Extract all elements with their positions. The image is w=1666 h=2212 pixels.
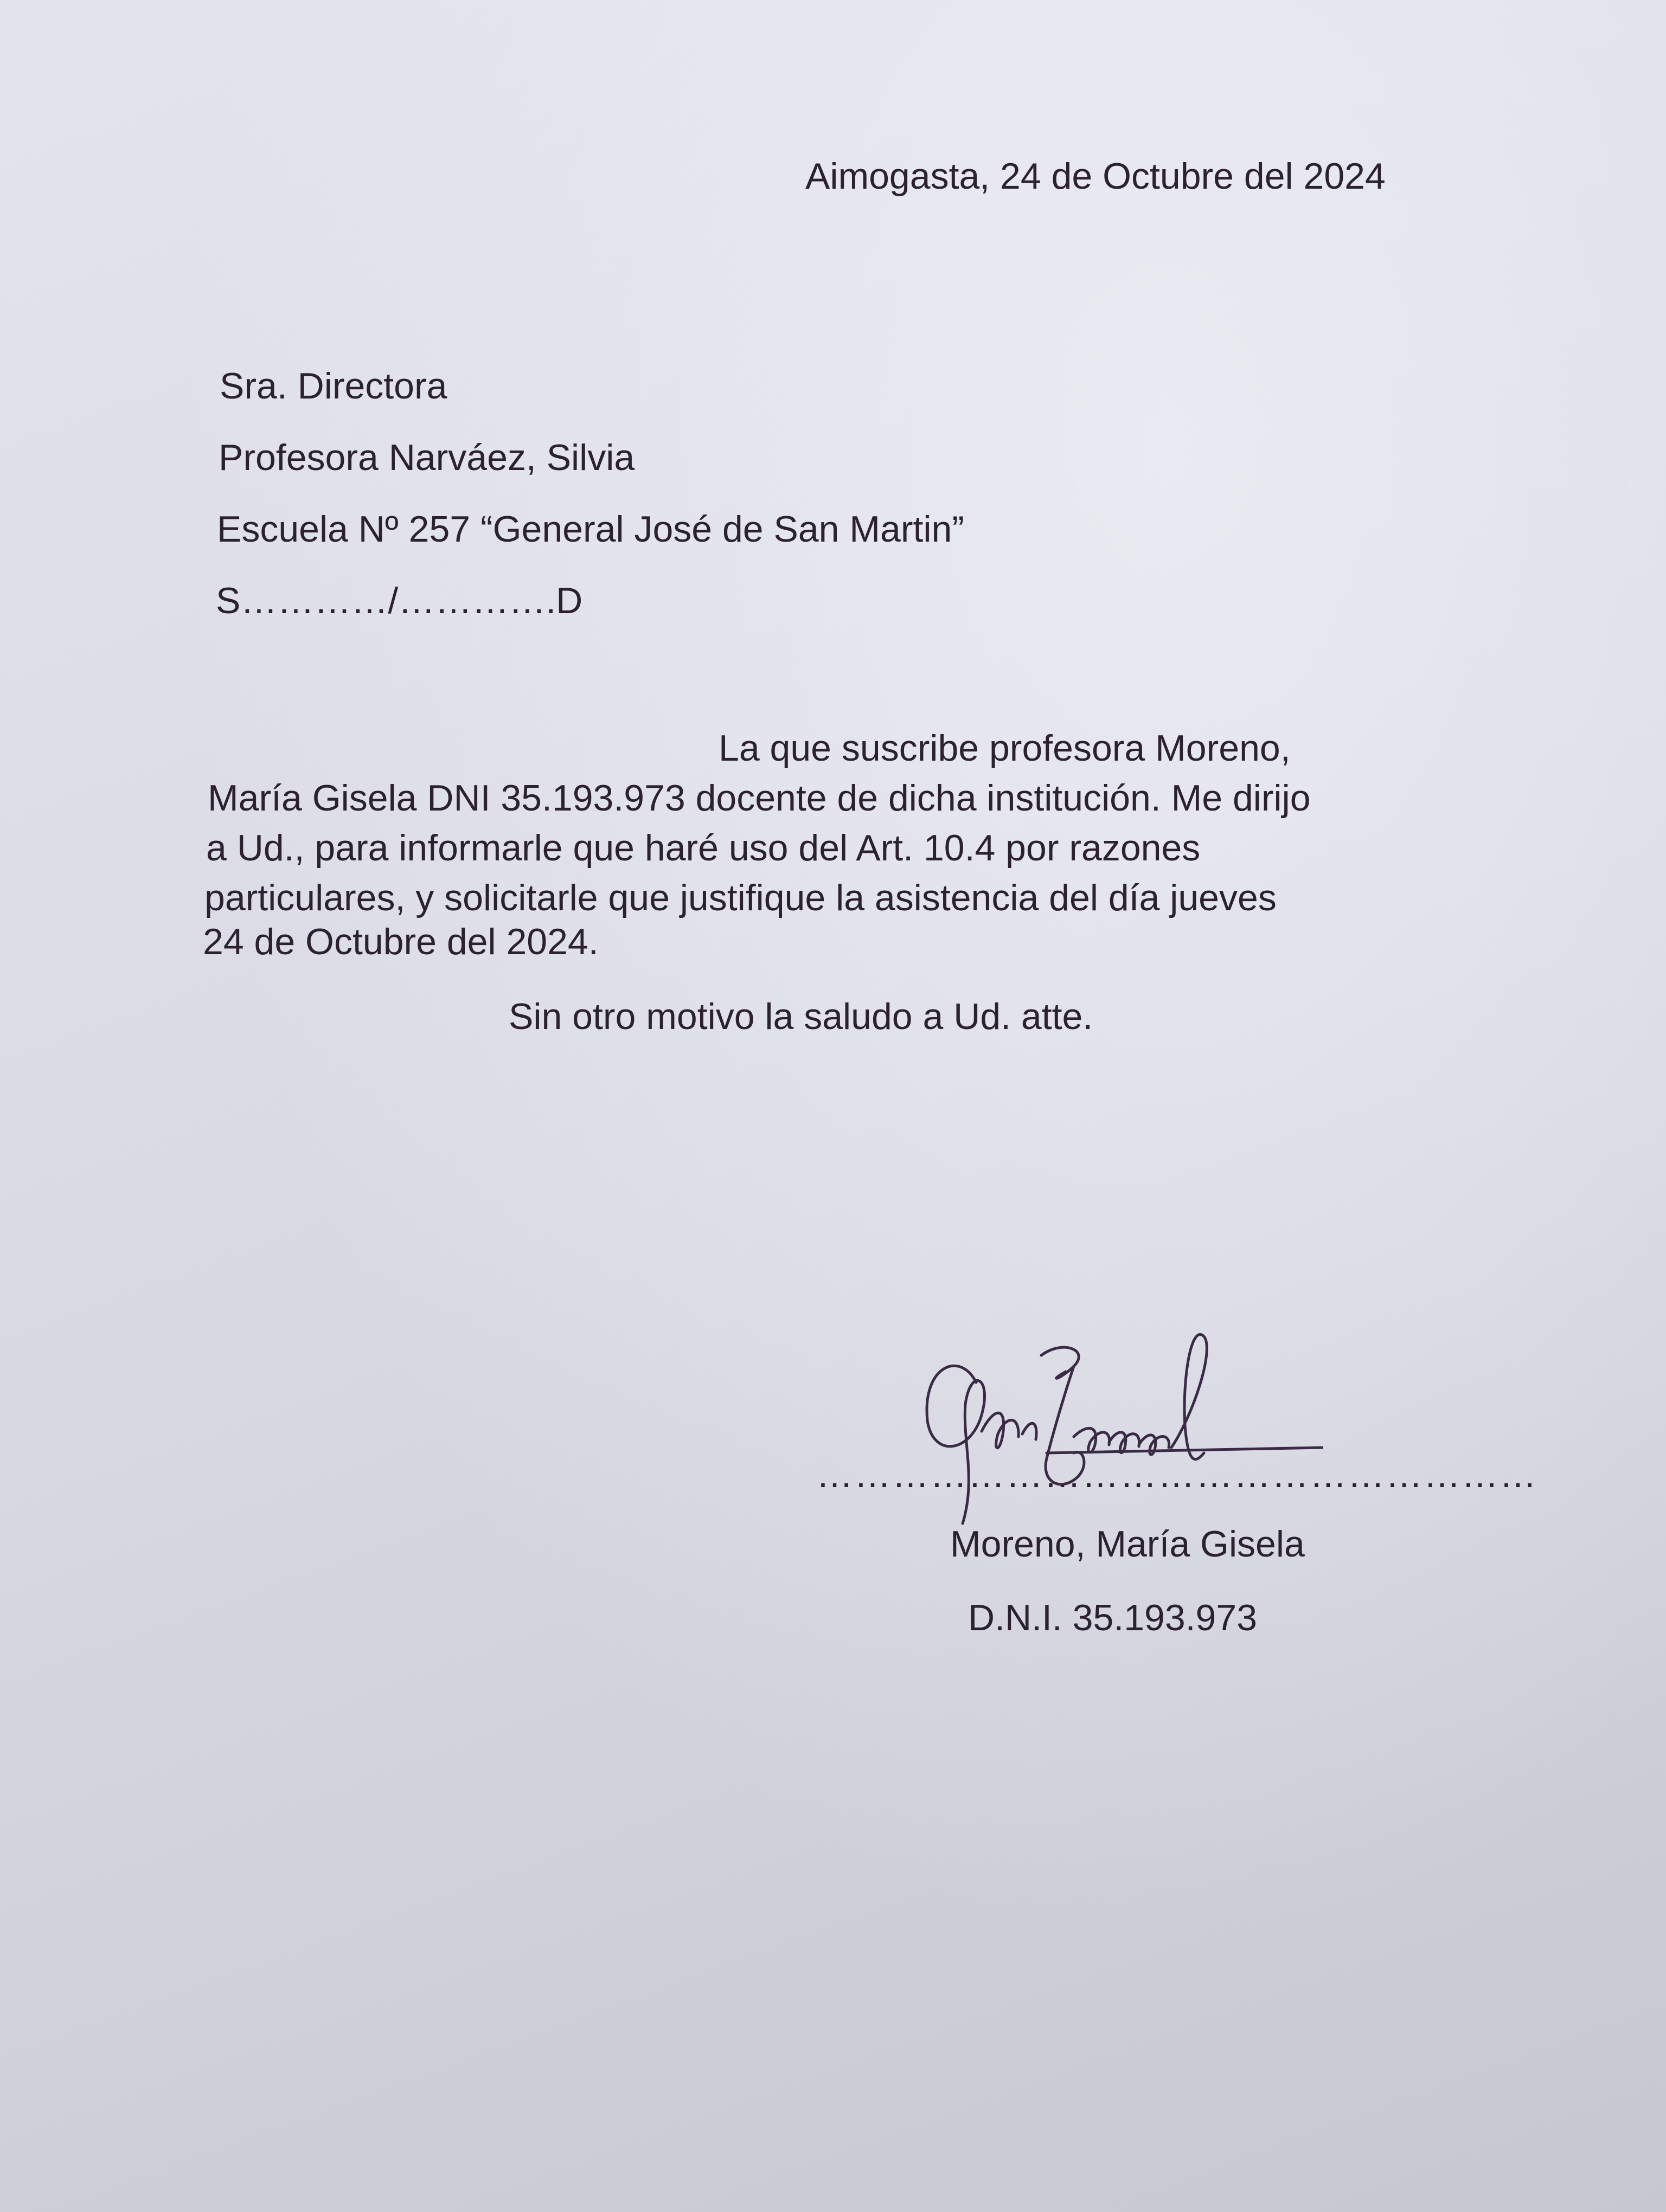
body-line: La que suscribe profesora Moreno,: [719, 728, 1291, 769]
recipient-title: Sra. Directora: [220, 365, 447, 407]
recipient-school: Escuela Nº 257 “General José de San Martin”: [217, 509, 964, 550]
recipient-sd: S…………/………….D: [216, 580, 583, 621]
body-line: a Ud., para informarle que haré uso del Art. 10.4 por razones: [206, 827, 1201, 869]
closing-line: Sin otro motivo la saludo a Ud. atte.: [509, 996, 1093, 1037]
signer-name: Moreno, María Gisela: [950, 1523, 1305, 1565]
body-line: María Gisela DNI 35.193.973 docente de dicha institución. Me dirijo: [208, 777, 1311, 819]
body-line: 24 de Octubre del 2024.: [203, 921, 599, 962]
signature-dotted-line: …………………………………………………: [816, 1454, 1537, 1495]
recipient-name: Profesora Narváez, Silvia: [219, 437, 635, 478]
body-line: particulares, y solicitarle que justifique la asistencia del día jueves: [204, 877, 1277, 918]
place-date: Aimogasta, 24 de Octubre del 2024: [805, 156, 1386, 197]
signer-dni: D.N.I. 35.193.973: [968, 1597, 1258, 1638]
handwritten-signature-icon: [911, 1317, 1323, 1545]
